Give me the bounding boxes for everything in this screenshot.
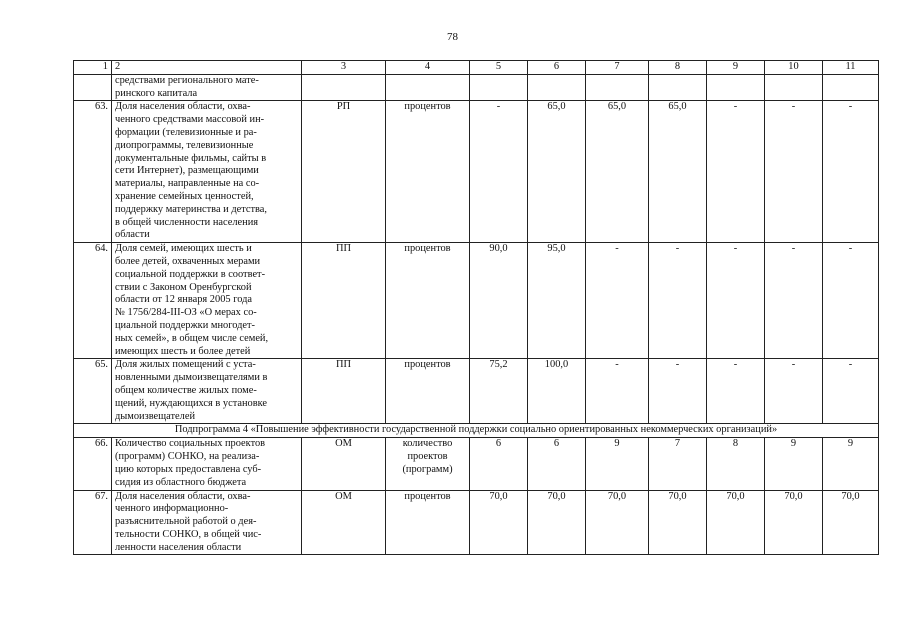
indicator-name: средствами регионального мате- ринского капитала bbox=[112, 74, 302, 101]
table-cell: 70,0 bbox=[823, 490, 879, 555]
table-cell: 70,0 bbox=[586, 490, 649, 555]
row-number: 64. bbox=[74, 243, 112, 359]
table-cell: 65,0 bbox=[649, 101, 707, 243]
table-cell bbox=[586, 74, 649, 101]
table-row bbox=[74, 490, 879, 555]
table-cell: - bbox=[823, 359, 879, 424]
indicator-name: Доля населения области, охва- ченного информационно- разъяснительной работой о дея- тельности СОНКО, в общей чис- ленности населения области bbox=[112, 490, 302, 555]
table-cell: - bbox=[765, 101, 823, 243]
table-cell: 7 bbox=[649, 438, 707, 490]
table-cell: 70,0 bbox=[707, 490, 765, 555]
table-cell: 75,2 bbox=[470, 359, 528, 424]
table-cell: 7 bbox=[586, 61, 649, 75]
indicators-table bbox=[73, 60, 879, 555]
table-cell: 9 bbox=[765, 438, 823, 490]
table-cell bbox=[823, 74, 879, 101]
table-row bbox=[74, 243, 879, 359]
indicator-name: Количество социальных проектов (программ) СОНКО, на реализа- цию которых предоставлена суб- сидия из областного бюджета bbox=[112, 438, 302, 490]
row-number bbox=[74, 74, 112, 101]
table-cell: РП bbox=[302, 101, 386, 243]
table-cell: 6 bbox=[528, 61, 586, 75]
indicator-name: Доля семей, имеющих шесть и более детей, охваченных мерами социальной поддержки в соответ- ствии с Законом Оренбургской области от 12 января 2005 года № 1756/284-III-ОЗ «О мерах со- циальной поддержки многодет- ных семей», в общем числе семей, имеющих шесть и более детей bbox=[112, 243, 302, 359]
row-number: 63. bbox=[74, 101, 112, 243]
table-cell: 70,0 bbox=[470, 490, 528, 555]
subprogram-row bbox=[74, 424, 879, 438]
table-cell: - bbox=[649, 359, 707, 424]
table-cell: 70,0 bbox=[528, 490, 586, 555]
table-cell: - bbox=[823, 101, 879, 243]
table-cell: процентов bbox=[386, 490, 470, 555]
table-cell: - bbox=[586, 243, 649, 359]
table-cell: - bbox=[765, 243, 823, 359]
table-cell: 11 bbox=[823, 61, 879, 75]
table-cell: 70,0 bbox=[765, 490, 823, 555]
table-cell: 95,0 bbox=[528, 243, 586, 359]
table-row bbox=[74, 359, 879, 424]
table-cell bbox=[302, 74, 386, 101]
indicator-name: Доля жилых помещений с уста- новленными дымоизвещателями в общем количестве жилых поме- щений, нуждающихся в установке дымоизвещателей bbox=[112, 359, 302, 424]
table-row bbox=[74, 438, 879, 490]
table-cell bbox=[386, 74, 470, 101]
row-number: 1 bbox=[74, 61, 112, 75]
table-cell: 100,0 bbox=[528, 359, 586, 424]
table-cell bbox=[765, 74, 823, 101]
table-cell bbox=[707, 74, 765, 101]
table-cell: 8 bbox=[649, 61, 707, 75]
page-number: 78 bbox=[447, 31, 458, 43]
table-cell: 4 bbox=[386, 61, 470, 75]
row-number: 65. bbox=[74, 359, 112, 424]
table-cell: - bbox=[586, 359, 649, 424]
table-cell: 6 bbox=[528, 438, 586, 490]
table-cell: процентов bbox=[386, 359, 470, 424]
table-cell: 9 bbox=[707, 61, 765, 75]
subprogram-title: Подпрограмма 4 «Повышение эффективности государственной поддержки социально ориентированных некоммерческих организаций» bbox=[74, 424, 879, 438]
table-cell: 90,0 bbox=[470, 243, 528, 359]
table-cell: - bbox=[649, 243, 707, 359]
row-number: 67. bbox=[74, 490, 112, 555]
table-cell: - bbox=[823, 243, 879, 359]
table-row bbox=[74, 74, 879, 101]
table-cell: 70,0 bbox=[649, 490, 707, 555]
table-cell: ПП bbox=[302, 359, 386, 424]
table-cell: 5 bbox=[470, 61, 528, 75]
table-cell: 9 bbox=[823, 438, 879, 490]
table-cell: количество проектов (программ) bbox=[386, 438, 470, 490]
table-cell: процентов bbox=[386, 243, 470, 359]
row-number: 66. bbox=[74, 438, 112, 490]
table-cell bbox=[649, 74, 707, 101]
table-cell: - bbox=[707, 101, 765, 243]
table-cell bbox=[470, 74, 528, 101]
table-cell: ОМ bbox=[302, 438, 386, 490]
indicator-name: Доля населения области, охва- ченного средствами массовой ин- формации (телевизионные и ра- диопрограммы, телевизионные документальные фильмы, сайты в сети Интернет), размещающими материалы, направленные на со- хранение семейных ценностей, поддержку материнства и детства, в общей численности населения области bbox=[112, 101, 302, 243]
table-row bbox=[74, 101, 879, 243]
table-cell: - bbox=[470, 101, 528, 243]
indicator-name: 2 bbox=[112, 61, 302, 75]
table-cell: 10 bbox=[765, 61, 823, 75]
table-cell: процентов bbox=[386, 101, 470, 243]
table-cell: 6 bbox=[470, 438, 528, 490]
table-cell: - bbox=[707, 359, 765, 424]
table-cell: ОМ bbox=[302, 490, 386, 555]
table-cell bbox=[528, 74, 586, 101]
table-cell: 65,0 bbox=[586, 101, 649, 243]
table-cell: 8 bbox=[707, 438, 765, 490]
table-cell: - bbox=[707, 243, 765, 359]
table-cell: - bbox=[765, 359, 823, 424]
table-cell: ПП bbox=[302, 243, 386, 359]
table-header-row bbox=[74, 61, 879, 75]
table-cell: 9 bbox=[586, 438, 649, 490]
table-cell: 65,0 bbox=[528, 101, 586, 243]
table-cell: 3 bbox=[302, 61, 386, 75]
